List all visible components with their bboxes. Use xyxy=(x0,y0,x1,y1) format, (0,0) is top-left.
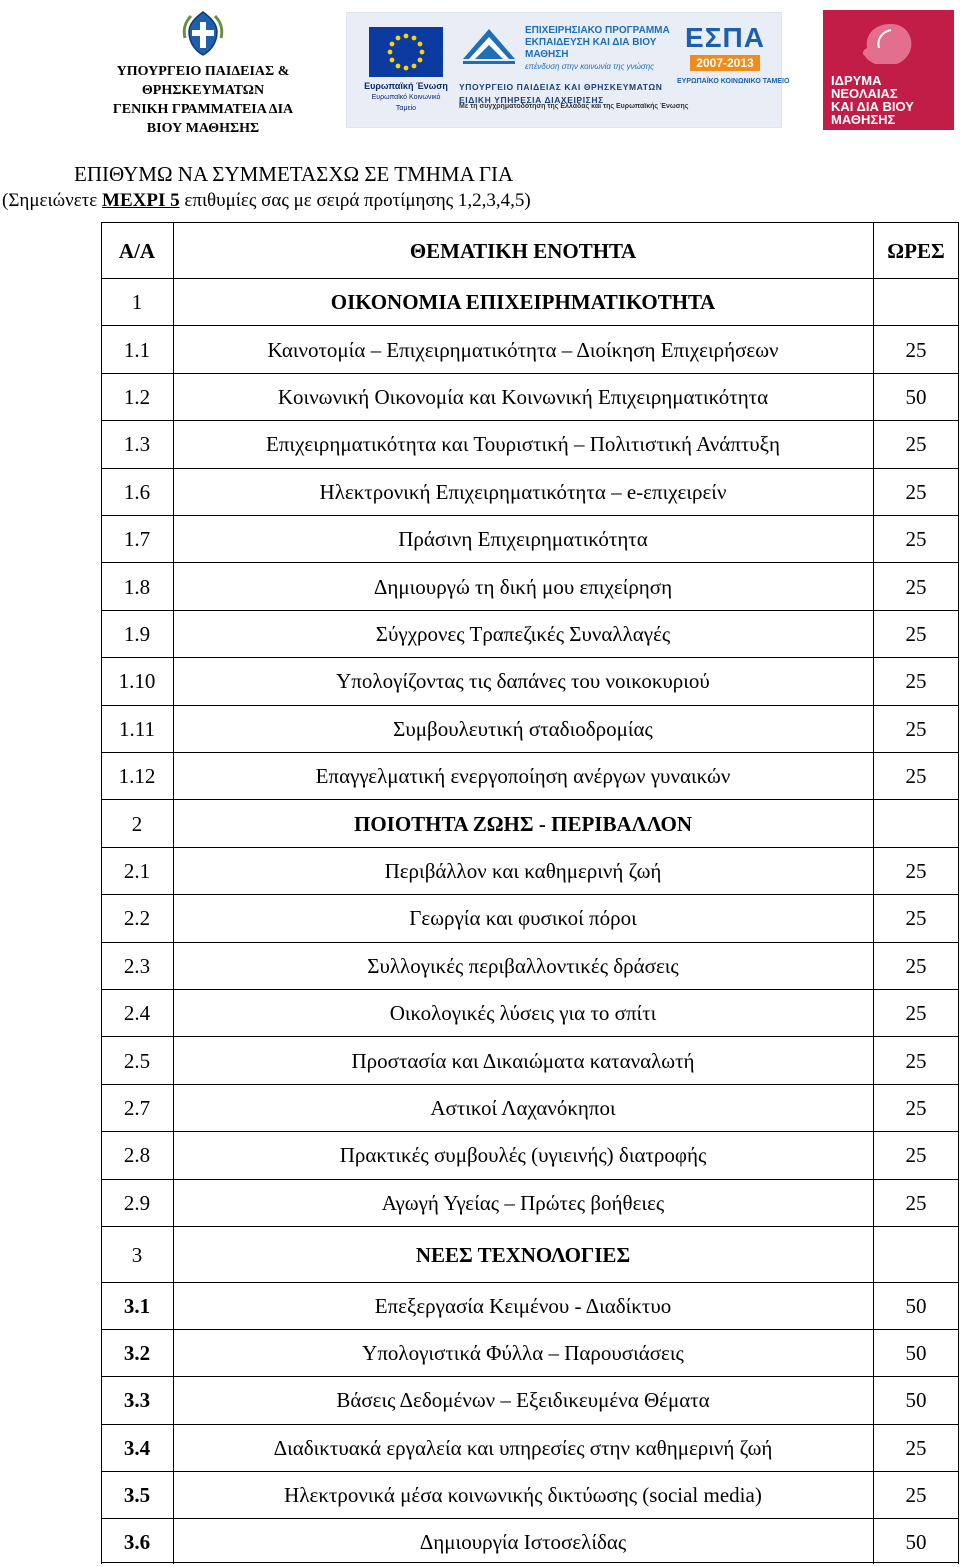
course-title: Ηλεκτρονική Επιχειρηματικότητα – e-επιχειρείν xyxy=(319,479,727,504)
course-hours: 25 xyxy=(905,1435,927,1460)
course-hours xyxy=(873,1227,959,1283)
ministry-line-1: ΥΠΟΥΡΓΕΙΟ ΠΑΙΔΕΙΑΣ & xyxy=(116,64,290,79)
course-hours: 50 xyxy=(905,1294,927,1319)
row-number: 1.2 xyxy=(123,384,151,409)
course-title: Βάσεις Δεδομένων – Εξειδικευμένα Θέματα xyxy=(336,1388,710,1413)
table-row xyxy=(101,610,959,658)
course-title: Καινοτομία – Επιχειρηματικότητα – Διοίκηση Επιχειρήσεων xyxy=(267,337,779,362)
youth-line-1: ΙΔΡΥΜΑ xyxy=(831,73,882,88)
table-row xyxy=(101,705,959,753)
row-number: 1.12 xyxy=(118,764,156,789)
head-profile-icon xyxy=(851,20,921,68)
youth-line-3: ΚΑΙ ΔΙΑ ΒΙΟΥ xyxy=(831,99,914,114)
row-number: 1.3 xyxy=(123,432,151,457)
course-hours: 50 xyxy=(905,1530,927,1555)
row-number: 1.10 xyxy=(118,669,156,694)
row-number: 1 xyxy=(131,290,143,315)
greek-emblem-icon xyxy=(179,8,227,58)
course-hours xyxy=(873,800,959,847)
row-number: 1.8 xyxy=(123,574,151,599)
eu-flag-icon xyxy=(369,27,443,77)
row-number: 2.7 xyxy=(123,1095,151,1120)
course-title: Δημιουργία Ιστοσελίδας xyxy=(419,1530,627,1555)
table-row xyxy=(101,1376,959,1424)
row-number: 1.6 xyxy=(123,479,151,504)
row-number: 1.1 xyxy=(123,337,151,362)
course-title: Επαγγελματική ενεργοποίηση ανέργων γυναικών xyxy=(315,764,731,789)
espa-years: 2007-2013 xyxy=(690,55,759,71)
espa-block xyxy=(677,22,790,85)
course-hours: 25 xyxy=(905,716,927,741)
course-hours: 25 xyxy=(905,1482,927,1507)
instructions-suffix: επιθυμίες σας με σειρά προτίμησης 1,2,3,4,5) xyxy=(179,190,531,211)
course-title: Σύγχρονες Τραπεζικές Συναλλαγές xyxy=(375,621,671,646)
header-num: Α/Α xyxy=(118,238,156,263)
programme-slogan: επένδυση στην κοινωνία της γνώσης xyxy=(525,62,655,71)
course-title: Προστασία και Δικαιώματα καταναλωτή xyxy=(351,1048,695,1073)
course-title: Συμβουλευτική σταδιοδρομίας xyxy=(393,716,653,741)
table-border-bottom xyxy=(101,1562,959,1563)
course-hours: 25 xyxy=(905,1048,927,1073)
table-row xyxy=(101,1131,959,1179)
row-number: 2.8 xyxy=(123,1143,151,1168)
table-row xyxy=(101,373,959,421)
course-title: Συλλογικές περιβαλλοντικές δράσεις xyxy=(367,953,679,978)
espa-logo-text: ΕΣΠΑ xyxy=(685,22,765,53)
course-title: Πρακτικές συμβουλές (υγιεινής) διατροφής xyxy=(339,1143,707,1168)
table-row xyxy=(101,989,959,1037)
row-number: 2.1 xyxy=(123,858,151,883)
course-title: Γεωργία και φυσικοί πόροι xyxy=(409,906,637,931)
row-number: 3 xyxy=(131,1242,143,1267)
form-instructions xyxy=(2,189,531,213)
eu-label: Ευρωπαϊκή Ένωση xyxy=(364,81,448,91)
row-number: 1.11 xyxy=(119,716,155,741)
cofunding-note: Με τη συγχρηματοδότηση της Ελλάδας και της Ευρωπαϊκής Ένωσης xyxy=(459,103,689,110)
ministry-line-3: ΓΕΝΙΚΗ ΓΡΑΜΜΑΤΕΙΑ ΔΙΑ xyxy=(112,102,294,117)
row-number: 3.4 xyxy=(123,1435,151,1460)
course-hours: 25 xyxy=(905,574,927,599)
course-title: Αστικοί Λαχανόκηποι xyxy=(430,1095,616,1120)
course-title: Δημιουργώ τη δική μου επιχείρηση xyxy=(373,574,673,599)
courses-table xyxy=(101,222,959,1564)
row-number: 3.3 xyxy=(123,1388,151,1413)
table-row xyxy=(101,752,959,800)
course-title: Διαδικτυακά εργαλεία και υπηρεσίες στην καθημερινή ζωή xyxy=(273,1435,773,1460)
table-header-row xyxy=(101,222,959,279)
course-title: Επεξεργασία Κειμένου - Διαδίκτυο xyxy=(374,1294,672,1319)
course-hours: 25 xyxy=(905,527,927,552)
row-number: 2 xyxy=(131,811,143,836)
table-row xyxy=(101,515,959,563)
table-row xyxy=(101,1084,959,1132)
course-title: Οικολογικές λύσεις για το σπίτι xyxy=(389,1001,657,1026)
course-hours: 25 xyxy=(905,621,927,646)
category-title: ΠΟΙΟΤΗΤΑ ΖΩΗΣ - ΠΕΡΙΒΑΛΛΟΝ xyxy=(353,811,693,836)
youth-line-4: ΜΑΘΗΣΗΣ xyxy=(831,112,896,127)
table-row xyxy=(101,1329,959,1377)
programme-ministry-line-2: ΕΙΔΙΚΗ ΥΠΗΡΕΣΙΑ ΔΙΑΧΕΙΡΙΣΗΣ xyxy=(459,95,604,105)
programme-logo-icon xyxy=(459,23,519,67)
youth-line-2: ΝΕΟΛΑΙΑΣ xyxy=(831,86,898,101)
table-row xyxy=(101,1518,959,1566)
table-row xyxy=(101,468,959,516)
youth-foundation-logo xyxy=(823,10,954,130)
course-hours: 25 xyxy=(905,479,927,504)
table-category-row xyxy=(101,1226,959,1283)
course-hours: 25 xyxy=(905,953,927,978)
course-hours: 25 xyxy=(905,858,927,883)
instructions-prefix: (Σημειώνετε xyxy=(2,190,103,211)
table-row xyxy=(101,1036,959,1084)
table-row xyxy=(101,562,959,610)
row-number: 2.5 xyxy=(123,1048,151,1073)
table-row xyxy=(101,1282,959,1330)
row-number: 2.3 xyxy=(123,953,151,978)
course-hours: 25 xyxy=(905,337,927,362)
programme-title: ΕΠΙΧΕΙΡΗΣΙΑΚΟ ΠΡΟΓΡΑΜΜΑ ΕΚΠΑΙΔΕΥΣΗ ΚΑΙ ΔΙΑ ΒΙΟΥ ΜΑΘΗΣΗ xyxy=(525,25,670,60)
course-hours: 25 xyxy=(905,669,927,694)
eu-fund-label: Ευρωπαϊκό Κοινωνικό Ταμείο xyxy=(371,94,441,112)
table-row xyxy=(101,657,959,705)
course-hours: 25 xyxy=(905,1095,927,1120)
course-title: Υπολογιστικά Φύλλα – Παρουσιάσεις xyxy=(362,1341,684,1366)
table-row xyxy=(101,894,959,942)
category-title: ΝΕΕΣ ΤΕΧΝΟΛΟΓΙΕΣ xyxy=(415,1242,631,1267)
ministry-block xyxy=(88,8,318,138)
form-title: ΕΠΙΘΥΜΩ ΝΑ ΣΥΜΜΕΤΑΣΧΩ ΣΕ ΤΜΗΜΑ ΓΙΑ xyxy=(74,162,514,186)
course-hours: 25 xyxy=(905,432,927,457)
row-number: 1.9 xyxy=(123,621,151,646)
table-category-row xyxy=(101,278,959,326)
table-row xyxy=(101,420,959,468)
table-category-row xyxy=(101,799,959,847)
row-number: 2.4 xyxy=(123,1001,151,1026)
row-number: 1.7 xyxy=(123,527,151,552)
course-hours: 50 xyxy=(905,384,927,409)
course-hours: 25 xyxy=(905,906,927,931)
table-row xyxy=(101,325,959,373)
ministry-line-4: ΒΙΟΥ ΜΑΘΗΣΗΣ xyxy=(146,121,260,136)
table-row xyxy=(101,1424,959,1472)
course-title: Περιβάλλον και καθημερινή ζωή xyxy=(384,858,662,883)
table-row xyxy=(101,1471,959,1519)
course-hours: 25 xyxy=(905,1190,927,1215)
row-number: 3.2 xyxy=(123,1341,151,1366)
header-hours: ΩΡΕΣ xyxy=(887,238,945,263)
programme-ministry-line-1: ΥΠΟΥΡΓΕΙΟ ΠΑΙΔΕΙΑΣ ΚΑΙ ΘΡΗΣΚΕΥΜΑΤΩΝ xyxy=(459,82,663,92)
ministry-line-2: ΘΡΗΣΚΕΥΜΑΤΩΝ xyxy=(141,83,265,98)
course-hours: 25 xyxy=(905,764,927,789)
course-hours: 25 xyxy=(905,1001,927,1026)
instructions-emphasis: ΜΕΧΡΙ 5 xyxy=(102,190,180,211)
course-title: Αγωγή Υγείας – Πρώτες βοήθειες xyxy=(381,1190,665,1215)
course-title: Επιχειρηματικότητα και Τουριστική – Πολιτιστική Ανάπτυξη xyxy=(266,432,780,457)
course-hours: 50 xyxy=(905,1388,927,1413)
course-title: Κοινωνική Οικονομία και Κοινωνική Επιχειρηματικότητα xyxy=(277,384,769,409)
course-title: Υπολογίζοντας τις δαπάνες του νοικοκυριού xyxy=(336,669,710,694)
row-number: 3.1 xyxy=(123,1294,151,1319)
eu-programme-banner xyxy=(346,12,790,128)
course-hours xyxy=(873,279,959,326)
course-hours: 25 xyxy=(905,1143,927,1168)
table-row xyxy=(101,1179,959,1227)
course-title: Πράσινη Επιχειρηματικότητα xyxy=(398,527,648,552)
espa-fund: ΕΥΡΩΠΑΪΚΟ ΚΟΙΝΩΝΙΚΟ ΤΑΜΕΙΟ xyxy=(677,78,790,85)
row-number: 3.5 xyxy=(123,1482,151,1507)
row-number: 2.2 xyxy=(123,906,151,931)
course-hours: 50 xyxy=(905,1341,927,1366)
table-row xyxy=(101,942,959,990)
eu-block xyxy=(361,27,451,114)
table-row xyxy=(101,847,959,895)
course-title: Ηλεκτρονικά μέσα κοινωνικής δικτύωσης (social media) xyxy=(284,1482,762,1507)
page-header xyxy=(0,0,960,140)
category-title: ΟΙΚΟΝΟΜΙΑ ΕΠΙΧΕΙΡΗΜΑΤΙΚΟΤΗΤΑ xyxy=(330,290,716,315)
row-number: 2.9 xyxy=(123,1190,151,1215)
header-title: ΘΕΜΑΤΙΚΗ ΕΝΟΤΗΤΑ xyxy=(409,238,637,263)
row-number: 3.6 xyxy=(123,1530,151,1555)
